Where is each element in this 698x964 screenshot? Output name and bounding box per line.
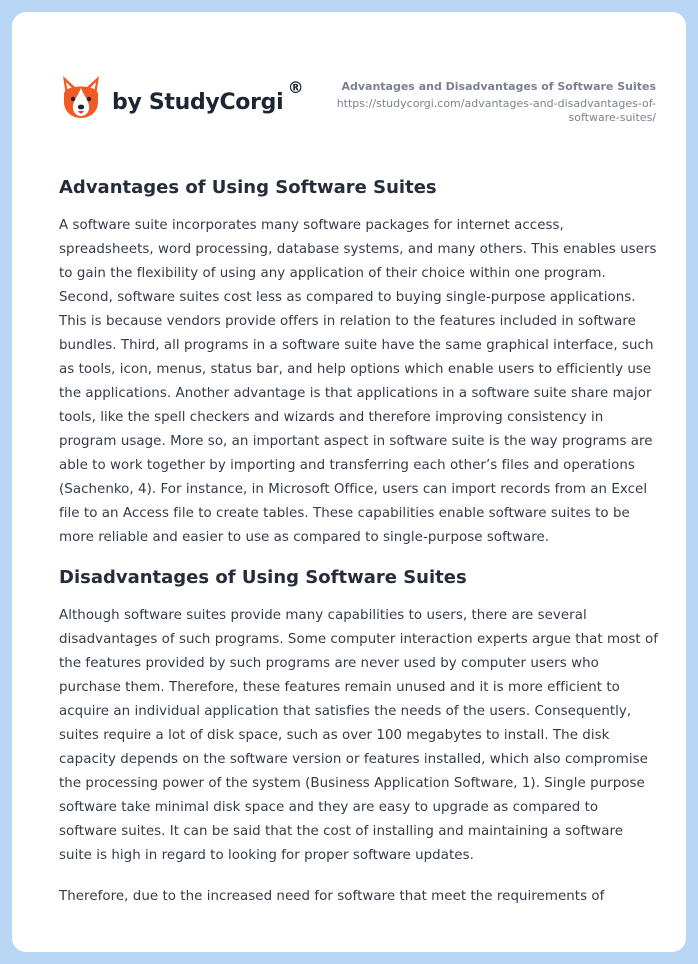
page-header xyxy=(12,12,686,152)
studycorgi-logo[interactable] xyxy=(60,74,304,120)
registered-mark: ® xyxy=(287,77,304,97)
corgi-logo-icon xyxy=(60,74,102,120)
paragraph-disadvantages: Although software suites provide many capabilities to users, there are several disadvantages of such programs. Some computer interaction experts argue that most of the features provided by such programs are never used by computer users who purchase them. Therefore, these features remain unused and it is more efficient to acquire an individual application that satisfies the needs of the users. Consequently, suites require a lot of disk space, such as over 100 megabytes to install. The disk capacity depends on the software version or features installed, which also compromise the processing power of the system (Business Application Software, 1). Single purpose software take minimal disk space and they are easy to upgrade as compared to software suites. It can be said that the cost of installing and maintaining a software suite is high in regard to looking for proper software updates. xyxy=(59,608,658,863)
brand-name: by StudyCorgi ® xyxy=(112,77,304,115)
paragraph-therefore: Therefore, due to the increased need for software that meet the requirements of xyxy=(59,889,605,904)
section-heading-advantages: Advantages of Using Software Suites xyxy=(59,177,437,198)
section-heading-disadvantages: Disadvantages of Using Software Suites xyxy=(59,567,467,588)
article-body xyxy=(59,176,659,909)
document-meta xyxy=(326,80,656,125)
paragraph-advantages: A software suite incorporates many software packages for internet access, spreadsheets, word processing, database systems, and many others. This enables users to gain the flexibility of using any application of their choice within one program. Second, software suites cost less as compared to buying single-purpose applications. This is because vendors provide offers in relation to the features included in software bundles. Third, all programs in a software suite have the same graphical interface, such as tools, icon, menus, status bar, and help options which enable users to efficiently use the applications. Another advantage is that applications in a software suite share major tools, like the spell checkers and wizards and therefore improving consistency in program usage. More so, an important aspect in software suite is the way programs are able to work together by importing and transferring each other’s files and operations (Sachenko, 4). For instance, in Microsoft Office, users can import records from an Excel file to an Access file to create tables. These capabilities enable software suites to be more reliable and easier to use as compared to single-purpose software. xyxy=(59,218,657,545)
document-page xyxy=(12,12,686,952)
document-url[interactable]: https://studycorgi.com/advantages-and-disadvantages-of-software-suites/ xyxy=(336,97,656,124)
document-title: Advantages and Disadvantages of Software Suites xyxy=(341,80,656,93)
